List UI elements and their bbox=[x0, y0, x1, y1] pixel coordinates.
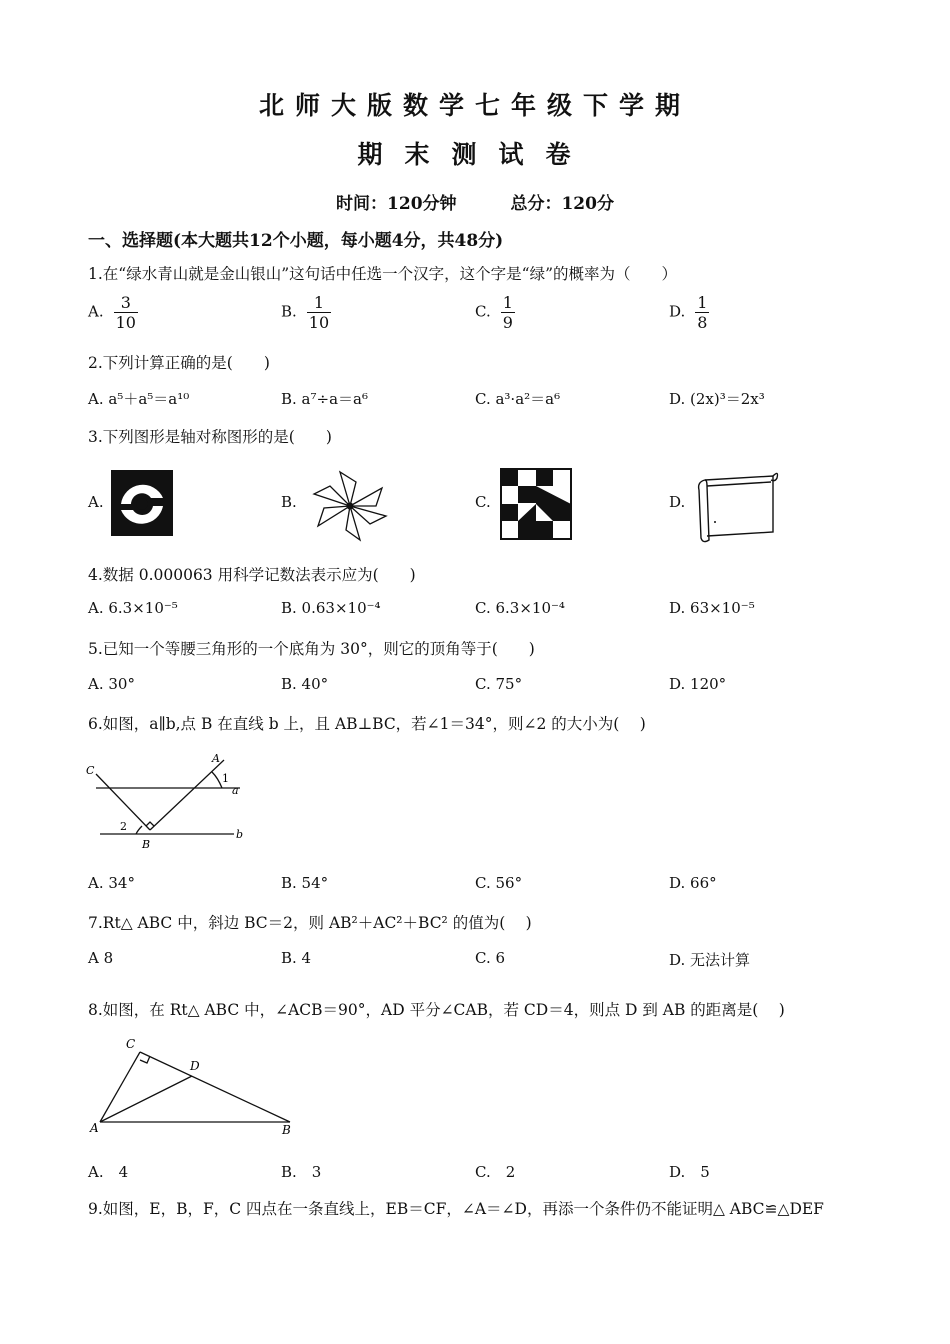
section-heading: 一、选择题(本大题共12个小题，每小题4分，共48分) bbox=[88, 231, 504, 251]
question-3: 3.下列图形是轴对称图形的是( ) bbox=[88, 428, 332, 446]
question-7: 7.Rt△ ABC 中，斜边 BC＝2，则 AB²＋AC²＋BC² 的值为( ) bbox=[88, 914, 532, 932]
q4-option-c: C. 6.3×10⁻⁴ bbox=[475, 599, 565, 617]
page-subtitle: 期末测试卷 bbox=[357, 140, 593, 169]
q6-label-angle2: 2 bbox=[120, 820, 127, 833]
q4-option-d: D. 63×10⁻⁵ bbox=[669, 599, 755, 617]
exam-time: 时间：120分钟 bbox=[336, 194, 457, 214]
q6-label-c: C bbox=[86, 764, 95, 777]
q6-option-b: B. 54° bbox=[281, 874, 329, 892]
q5-option-c: C. 75° bbox=[475, 675, 523, 693]
question-8: 8.如图，在 Rt△ ABC 中，∠ACB＝90°，AD 平分∠CAB，若 CD＝4，则点 D 到 AB 的距离是( ) bbox=[88, 1001, 785, 1019]
question-9: 9.如图，E，B，F，C 四点在一条直线上，EB＝CF，∠A＝∠D，再添一个条件仍不能证明△ ABC≌△DEF bbox=[88, 1200, 824, 1218]
q3-option-a-label: A. bbox=[88, 493, 104, 511]
q6-figure bbox=[84, 750, 254, 854]
q6-option-c: C. 56° bbox=[475, 874, 523, 892]
q5-option-d: D. 120° bbox=[669, 675, 727, 693]
q6-label-a-line: a bbox=[232, 784, 239, 797]
q3-figure-d bbox=[693, 468, 783, 544]
q5-option-a: A. 30° bbox=[88, 675, 135, 693]
question-4: 4.数据 0.000063 用科学记数法表示应为( ) bbox=[88, 566, 416, 584]
q1-option-d: D. $\frac{1}{8}$ bbox=[669, 293, 708, 332]
q4-option-b: B. 0.63×10⁻⁴ bbox=[281, 599, 381, 617]
q6-option-d: D. 66° bbox=[669, 874, 717, 892]
q8-label-a: A bbox=[90, 1121, 99, 1135]
q2-option-b: B. a⁷÷a＝a⁶ bbox=[281, 390, 368, 408]
q8-figure bbox=[88, 1032, 308, 1138]
q3-option-c-label: C. bbox=[475, 493, 491, 511]
q3-figure-c bbox=[500, 468, 572, 540]
q3-figure-a bbox=[111, 468, 175, 540]
q8-option-d: D. 5 bbox=[669, 1163, 710, 1181]
question-5: 5.已知一个等腰三角形的一个底角为 30°，则它的顶角等于( ) bbox=[88, 640, 535, 658]
q7-option-b: B. 4 bbox=[281, 949, 312, 967]
question-6: 6.如图，a∥b,点 B 在直线 b 上，且 AB⊥BC，若∠1＝34°，则∠2 的大小为( ) bbox=[88, 715, 646, 733]
q4-option-a: A. 6.3×10⁻⁵ bbox=[88, 599, 178, 617]
question-2: 2.下列计算正确的是( ) bbox=[88, 354, 270, 372]
q1-option-b: B. $\frac{1}{10}$ bbox=[281, 293, 330, 332]
q6-label-b-line: b bbox=[236, 828, 244, 841]
q7-option-d: D. 无法计算 bbox=[669, 951, 751, 969]
q6-label-b-point: B bbox=[142, 838, 151, 851]
q7-option-c: C. 6 bbox=[475, 949, 506, 967]
q6-label-angle1: 1 bbox=[222, 772, 229, 785]
exam-meta bbox=[0, 189, 950, 214]
q3-option-b-label: B. bbox=[281, 493, 297, 511]
q6-label-a-point: A bbox=[212, 752, 220, 765]
q3-figure-b bbox=[310, 468, 390, 544]
q8-label-b: B bbox=[282, 1123, 291, 1137]
page-title: 北师大版数学七年级下学期 bbox=[258, 91, 691, 120]
q5-option-b: B. 40° bbox=[281, 675, 329, 693]
q8-label-d: D bbox=[190, 1059, 200, 1073]
q1-option-c: C. $\frac{1}{9}$ bbox=[475, 293, 513, 332]
q2-option-c: C. a³·a²＝a⁶ bbox=[475, 390, 561, 408]
q8-option-a: A. 4 bbox=[88, 1163, 129, 1181]
q6-option-a: A. 34° bbox=[88, 874, 135, 892]
q1-option-a: A. $\frac{3}{10}$ bbox=[88, 293, 136, 332]
q7-option-a: A 8 bbox=[88, 949, 114, 967]
question-1: 1.在“绿水青山就是金山银山”这句话中任选一个汉字，这个字是“绿”的概率为（ ） bbox=[88, 265, 677, 283]
q8-option-c: C. 2 bbox=[475, 1163, 516, 1181]
q8-option-b: B. 3 bbox=[281, 1163, 322, 1181]
q3-option-d-label: D. bbox=[669, 493, 686, 511]
q2-option-d: D. (2x)³＝2x³ bbox=[669, 390, 765, 408]
q8-label-c: C bbox=[126, 1037, 136, 1051]
q2-option-a: A. a⁵＋a⁵＝a¹⁰ bbox=[88, 390, 190, 408]
exam-score: 总分：120分 bbox=[510, 194, 614, 214]
